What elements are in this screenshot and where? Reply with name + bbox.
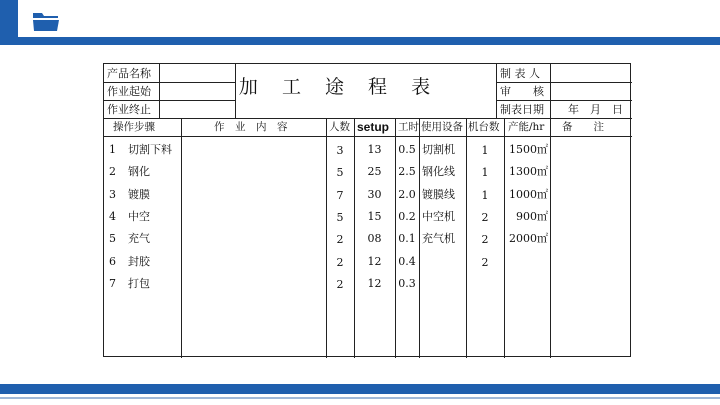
row-setup: 15 [367, 209, 382, 223]
row-number: 7 [109, 276, 116, 290]
label-work-end: 作业终止 [107, 103, 151, 116]
row-equipment: 钢化线 [422, 165, 455, 179]
col-header-remarks: 备 注 [562, 121, 604, 133]
footer-band [0, 384, 720, 394]
row-step: 钢化 [128, 165, 150, 179]
row-step: 打包 [128, 276, 150, 290]
folder-icon [32, 10, 60, 32]
row-number: 1 [109, 143, 116, 156]
row-hours: 0.3 [398, 276, 416, 290]
row-machines: 1 [481, 144, 489, 157]
row-hours: 0.5 [398, 143, 416, 156]
date-value: 年 月 日 [568, 103, 623, 116]
row-number: 6 [109, 254, 116, 268]
row-step: 中空 [128, 209, 150, 223]
col-header-setup: setup [357, 120, 390, 134]
row-setup: 13 [367, 143, 382, 156]
col-header-hours: 工时 [398, 121, 419, 133]
row-people: 2 [336, 277, 344, 291]
row-number: 2 [109, 165, 116, 179]
row-hours: 0.2 [398, 209, 416, 223]
row-step: 镀膜 [128, 187, 150, 201]
label-prepared-date: 制表日期 [500, 103, 544, 116]
row-equipment: 充气机 [422, 232, 455, 246]
header-bar [0, 0, 720, 40]
label-reviewed-by: 审 核 [500, 85, 544, 98]
row-setup: 12 [367, 254, 382, 268]
row-setup: 30 [367, 187, 382, 201]
col-header-content: 作 业 内 容 [214, 121, 288, 133]
label-product-name: 产品名称 [107, 67, 151, 80]
col-header-step: 操作步骤 [113, 121, 155, 133]
header-band [0, 37, 720, 45]
row-equipment: 镀膜线 [422, 187, 455, 201]
row-machines: 1 [481, 188, 489, 202]
row-machines: 2 [481, 255, 489, 269]
row-people: 7 [336, 188, 344, 202]
row-equipment: 中空机 [422, 209, 455, 223]
row-setup: 08 [367, 232, 382, 246]
row-step: 封胶 [128, 254, 150, 268]
row-number: 3 [109, 187, 116, 201]
row-capacity: 1300㎡ [509, 165, 548, 179]
row-step: 充气 [128, 232, 150, 246]
row-step: 切割下料 [128, 143, 172, 156]
row-machines: 2 [481, 233, 489, 247]
col-header-people: 人数 [329, 121, 350, 133]
row-number: 4 [109, 209, 116, 223]
row-capacity: 1000㎡ [509, 187, 548, 201]
row-machines: 2 [481, 210, 489, 224]
form-title: 加 工 途 程 表 [238, 76, 440, 98]
row-hours: 2.5 [398, 165, 416, 179]
row-capacity: 1500㎡ [509, 143, 548, 156]
row-capacity: 900㎡ [516, 209, 548, 223]
label-prepared-by: 制 表 人 [500, 67, 540, 80]
label-work-start: 作业起始 [107, 85, 151, 98]
footer-line [0, 397, 720, 399]
row-hours: 0.4 [398, 254, 416, 268]
row-number: 5 [109, 232, 116, 246]
routing-form [103, 63, 631, 357]
row-setup: 12 [367, 276, 382, 290]
row-equipment: 切割机 [422, 143, 455, 156]
row-hours: 2.0 [398, 187, 416, 201]
row-hours: 0.1 [398, 232, 416, 246]
col-header-equipment: 使用设备 [421, 121, 463, 133]
col-header-machines: 机台数 [468, 121, 500, 133]
row-capacity: 2000㎡ [509, 232, 548, 246]
row-people: 2 [336, 255, 344, 269]
row-machines: 1 [481, 166, 489, 180]
row-setup: 25 [367, 165, 382, 179]
row-people: 3 [336, 144, 344, 157]
row-people: 5 [336, 210, 344, 224]
row-people: 5 [336, 166, 344, 180]
row-people: 2 [336, 233, 344, 247]
col-header-capacity: 产能/hr [508, 121, 545, 133]
